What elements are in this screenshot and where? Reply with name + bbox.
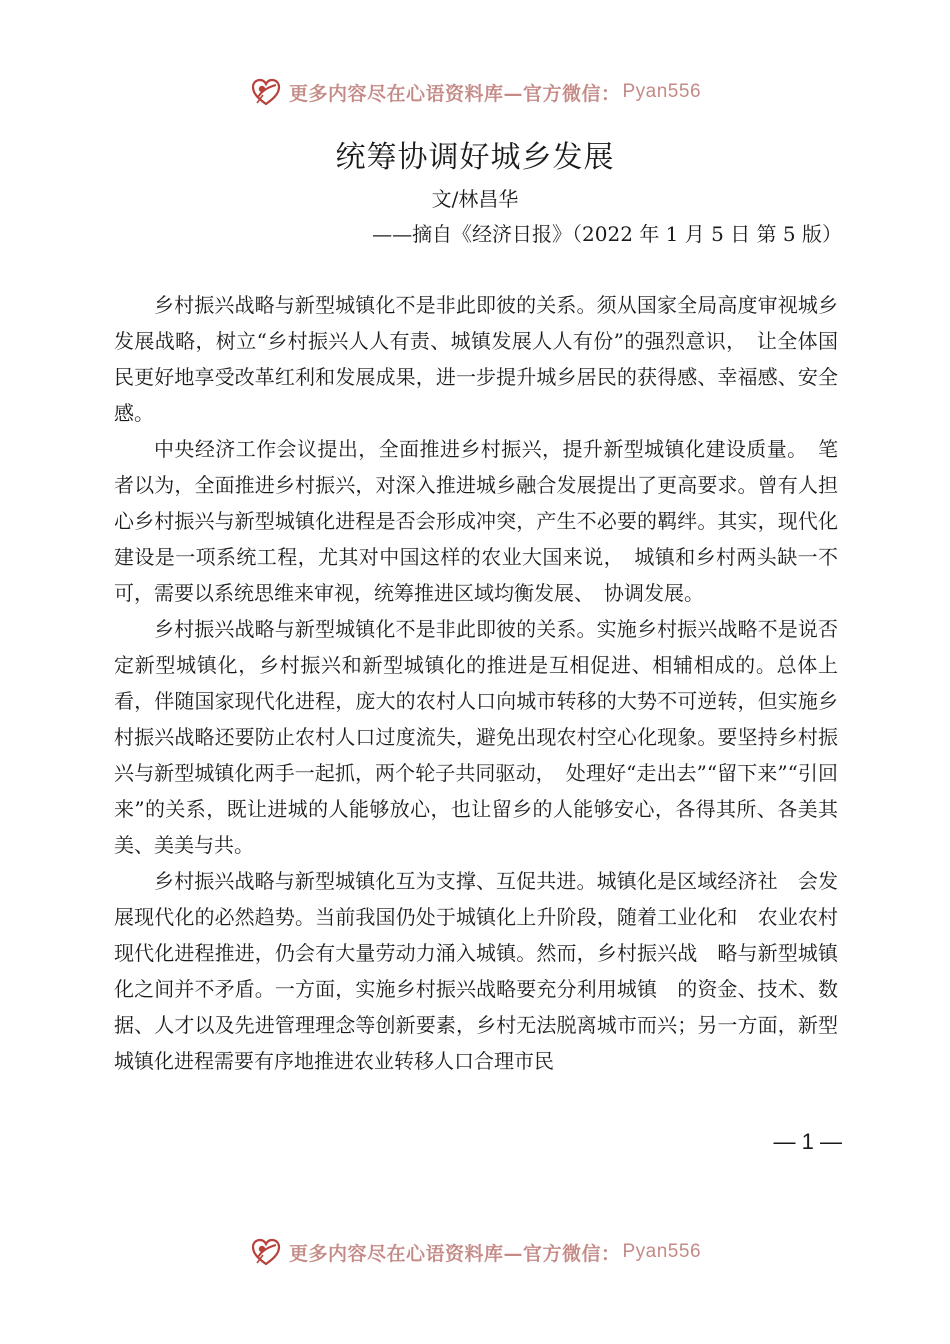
paragraph-4: 乡村振兴战略与新型城镇化互为支撑、互促共进。城镇化是区域经济社 会发展现代化的必然趋势。当前我国仍处于城镇化上升阶段，随着工业化和 农业农村现代化进程推进，仍会有大量劳动力涌入城镇。然而，乡村振兴战 略与新型城镇化之间并不矛盾。一方面，实施乡村振兴战略要充分利用城镇 的资金、技术、数据、人才以及先进管理理念等创新要素，乡村无法脱离城市而兴；另一方面，新型城镇化进程需要有序地推进农业转移人口合理市民 — [114, 869, 838, 1073]
watermark-wechat-id: Pyan556 — [622, 1241, 702, 1262]
paragraph-3: 乡村振兴战略与新型城镇化不是非此即彼的关系。实施乡村振兴战略不是说否定新型城镇化，乡村振兴和新型城镇化的推进是互相促进、相辅相成的。总体上看，伴随国家现代化进程，庞大的农村人口向城市转移的大势不可逆转，但实施乡村振兴战略还要防止农村人口过度流失，避免出现农村空心化现象。要坚持乡村振兴与新型城镇化两手一起抓，两个轮子共同驱动， 处理好“走出去”“留下来”“引回来”的关系，既让进城的人能够放心，也让留乡的人能够安心，各得其所、各美其美、美美与共。 — [114, 617, 838, 857]
heart-logo-icon — [249, 75, 283, 109]
article-body — [114, 287, 838, 1079]
page-number: — 1 — — [773, 1129, 842, 1154]
paragraph-2: 中央经济工作会议提出，全面推进乡村振兴，提升新型城镇化建设质量。 笔者以为，全面推进乡村振兴，对深入推进城乡融合发展提出了更高要求。曾有人担心乡村振兴与新型城镇化进程是否会形成冲突，产生不必要的羁绊。其实，现代化建设是一项系统工程，尤其对中国这样的农业大国来说， 城镇和乡村两头缺一不可，需要以系统思维来审视，统筹推进区域均衡发展、 协调发展。 — [114, 437, 838, 605]
watermark-text: 更多内容尽在心语资料库—官方微信： — [288, 1242, 621, 1265]
watermark-top — [0, 72, 950, 112]
article-title: 统筹协调好城乡发展 — [335, 140, 615, 175]
watermark-wechat-id: Pyan556 — [622, 81, 702, 102]
article-source: ——摘自《经济日报》（2022 年 1 月 5 日 第 5 版） — [372, 222, 842, 246]
watermark-bottom — [0, 1232, 950, 1272]
article-author: 文/林昌华 — [431, 187, 519, 211]
watermark-text: 更多内容尽在心语资料库—官方微信： — [288, 82, 621, 105]
heart-logo-icon — [249, 1235, 283, 1269]
paragraph-1: 乡村振兴战略与新型城镇化不是非此即彼的关系。须从国家全局高度审视城乡发展战略，树立“乡村振兴人人有责、城镇发展人人有份”的强烈意识， 让全体国民更好地享受改革红利和发展成果，进一步提升城乡居民的获得感、幸福感、安全感。 — [114, 293, 838, 425]
